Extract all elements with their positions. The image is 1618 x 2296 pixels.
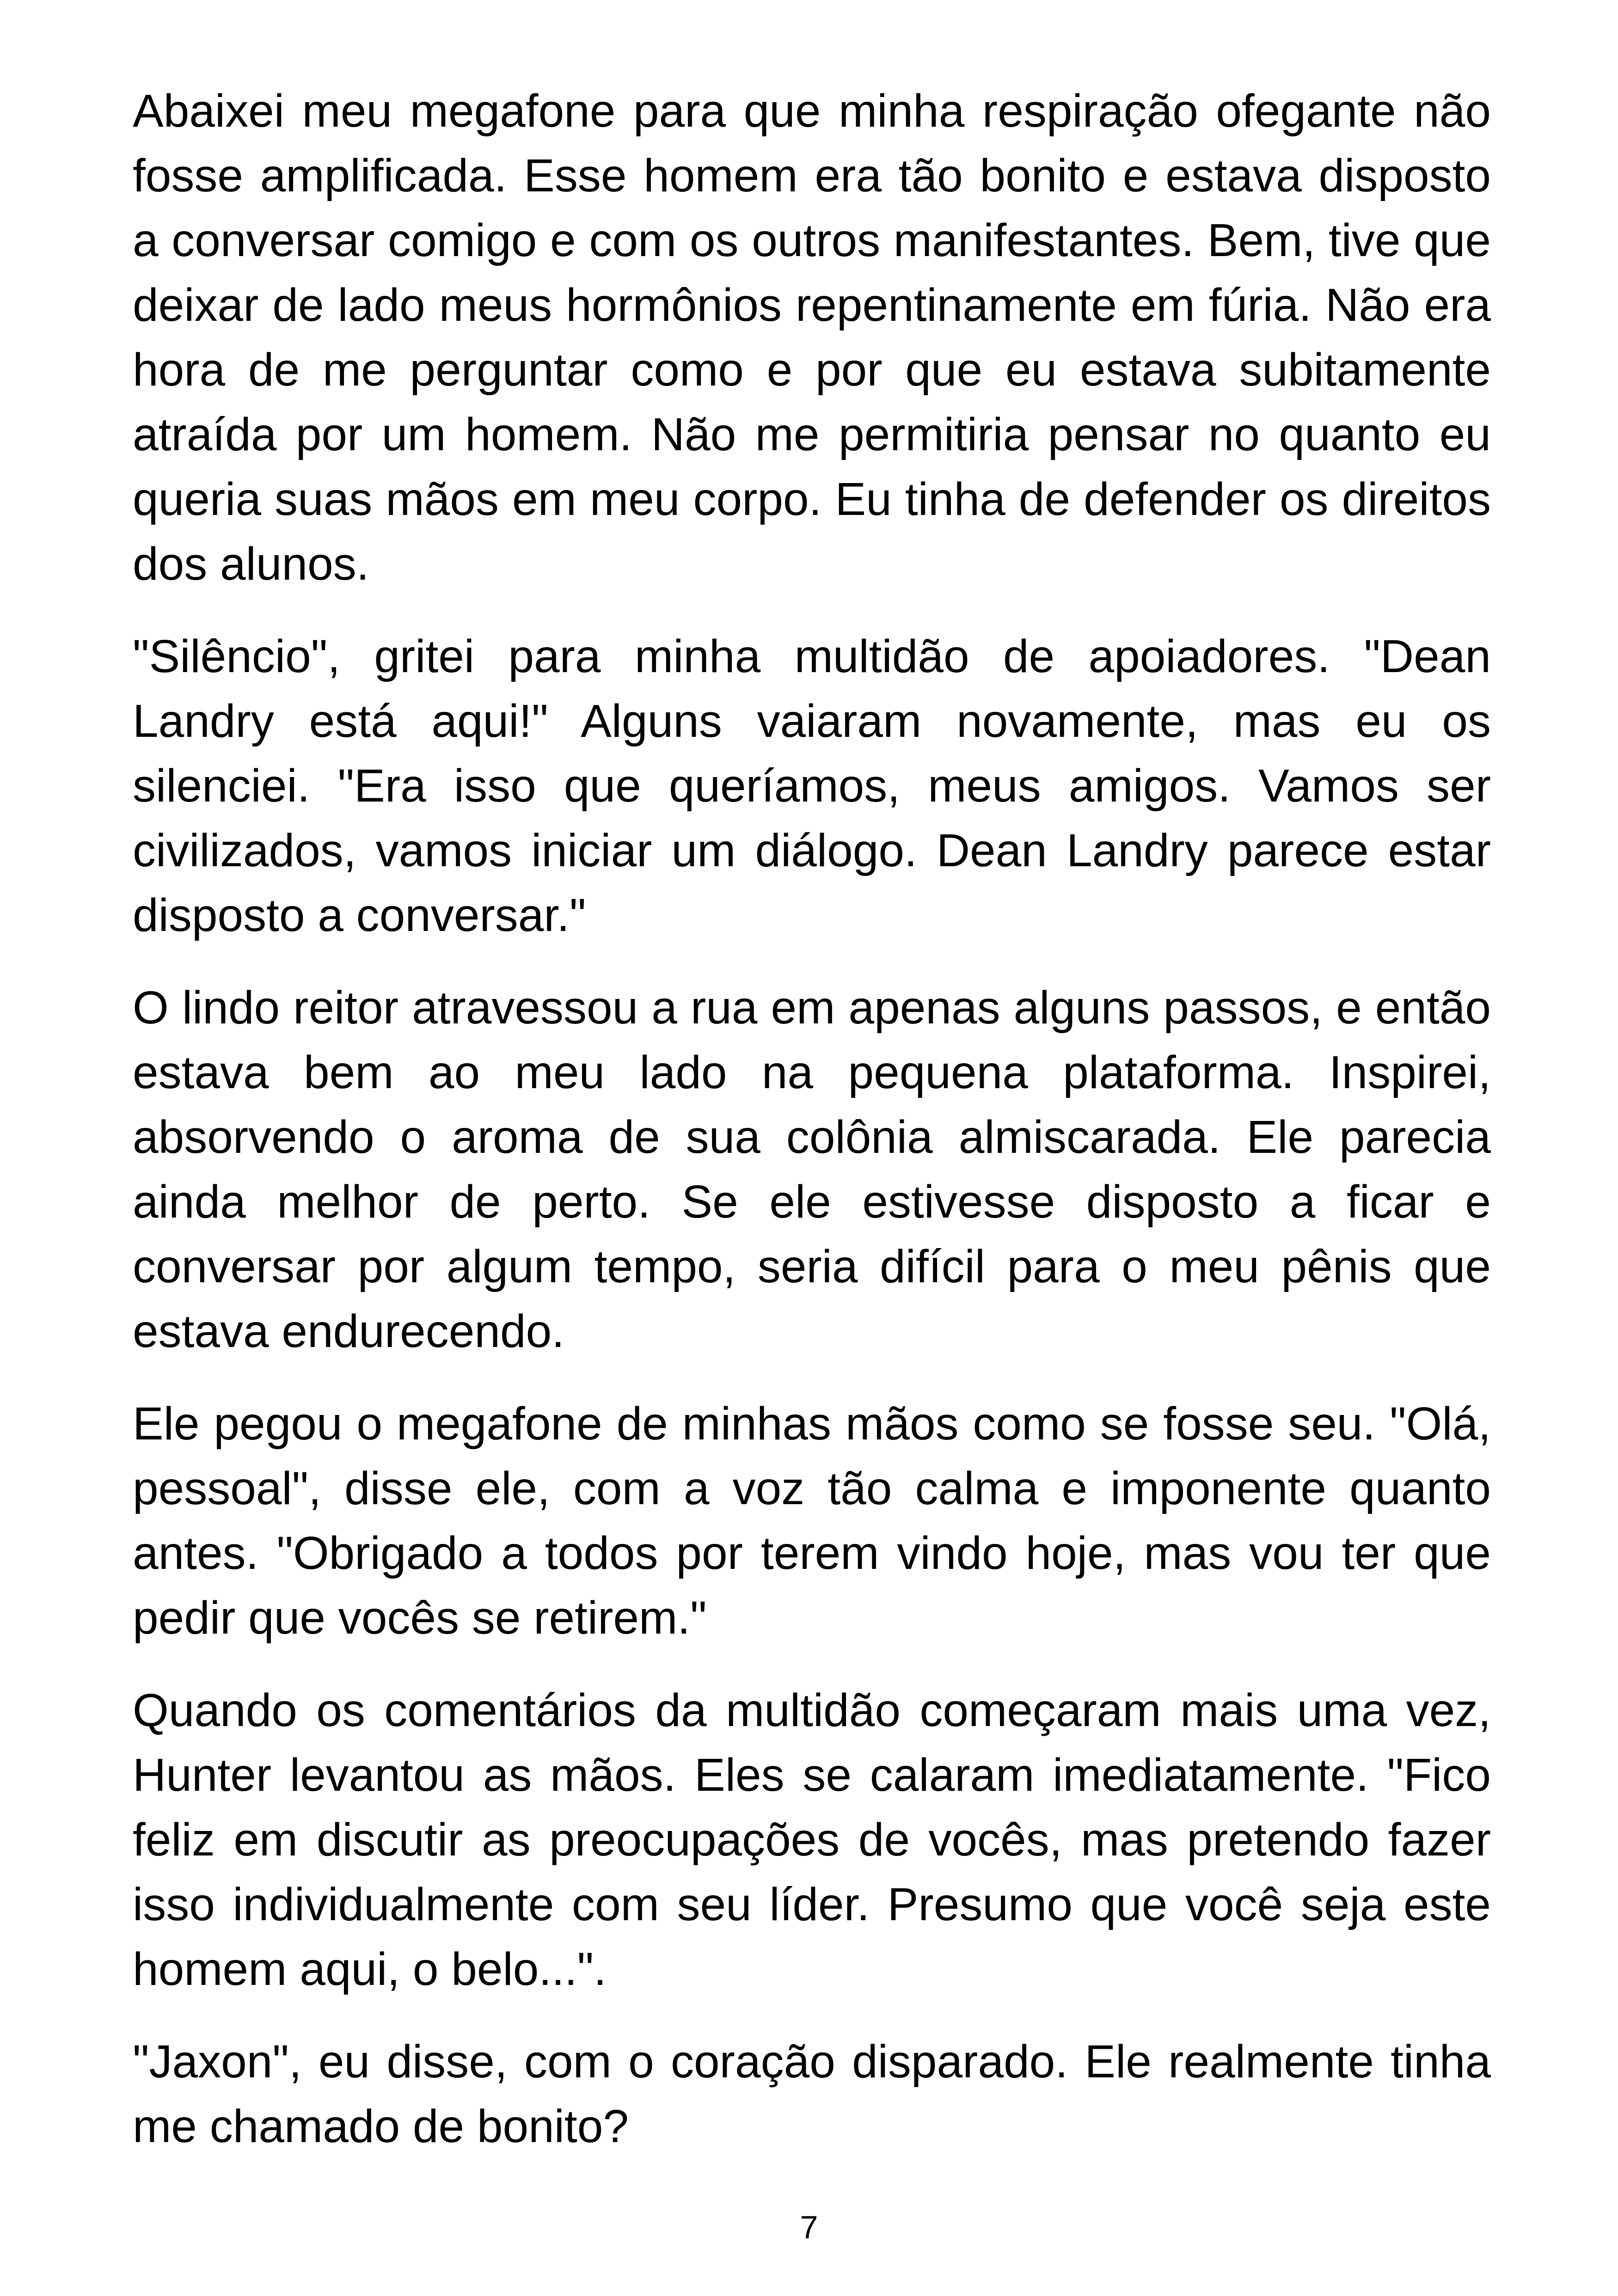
- paragraph-4: Ele pegou o megafone de minhas mãos como se fosse seu. "Olá, pessoal", disse ele, com a voz tão calma e imponente quanto antes. "Obrigado a todos por terem vindo hoje, mas vou ter que pedir que vocês se retirem.": [133, 1398, 1491, 1644]
- paragraph-2: "Silêncio", gritei para minha multidão de apoiadores. "Dean Landry está aqui!" Alguns vaiaram novamente, mas eu os silenciei. "Era isso que queríamos, meus amigos. Vamos ser civilizados, vamos iniciar um diálogo. Dean Landry parece estar disposto a conversar.": [133, 631, 1491, 941]
- paragraph-6: "Jaxon", eu disse, com o coração disparado. Ele realmente tinha me chamado de bonito?: [133, 2036, 1491, 2152]
- paragraph-3: O lindo reitor atravessou a rua em apenas alguns passos, e então estava bem ao meu lado na pequena plataforma. Inspirei, absorvendo o aroma de sua colônia almiscarada. Ele parecia ainda melhor de perto. Se ele estivesse disposto a ficar e conversar por algum tempo, seria difícil para o meu pênis que estava endurecendo.: [133, 982, 1491, 1357]
- page-number: 7: [800, 2209, 818, 2245]
- body-text: [133, 79, 1491, 2186]
- paragraph-1: Abaixei meu megafone para que minha respiração ofegante não fosse amplificada. Esse homem era tão bonito e estava disposto a conversar comigo e com os outros manifestantes. Bem, tive que deixar de lado meus hormônios repentinamente em fúria. Não era hora de me perguntar como e por que eu estava subitamente atraída por um homem. Não me permitiria pensar no quanto eu queria suas mãos em meu corpo. Eu tinha de defender os direitos dos alunos.: [133, 85, 1491, 590]
- paragraph-5: Quando os comentários da multidão começaram mais uma vez, Hunter levantou as mãos. Eles se calaram imediatamente. "Fico feliz em discutir as preocupações de vocês, mas pretendo fazer isso individualmente com seu líder. Presumo que você seja este homem aqui, o belo...".: [133, 1684, 1491, 1995]
